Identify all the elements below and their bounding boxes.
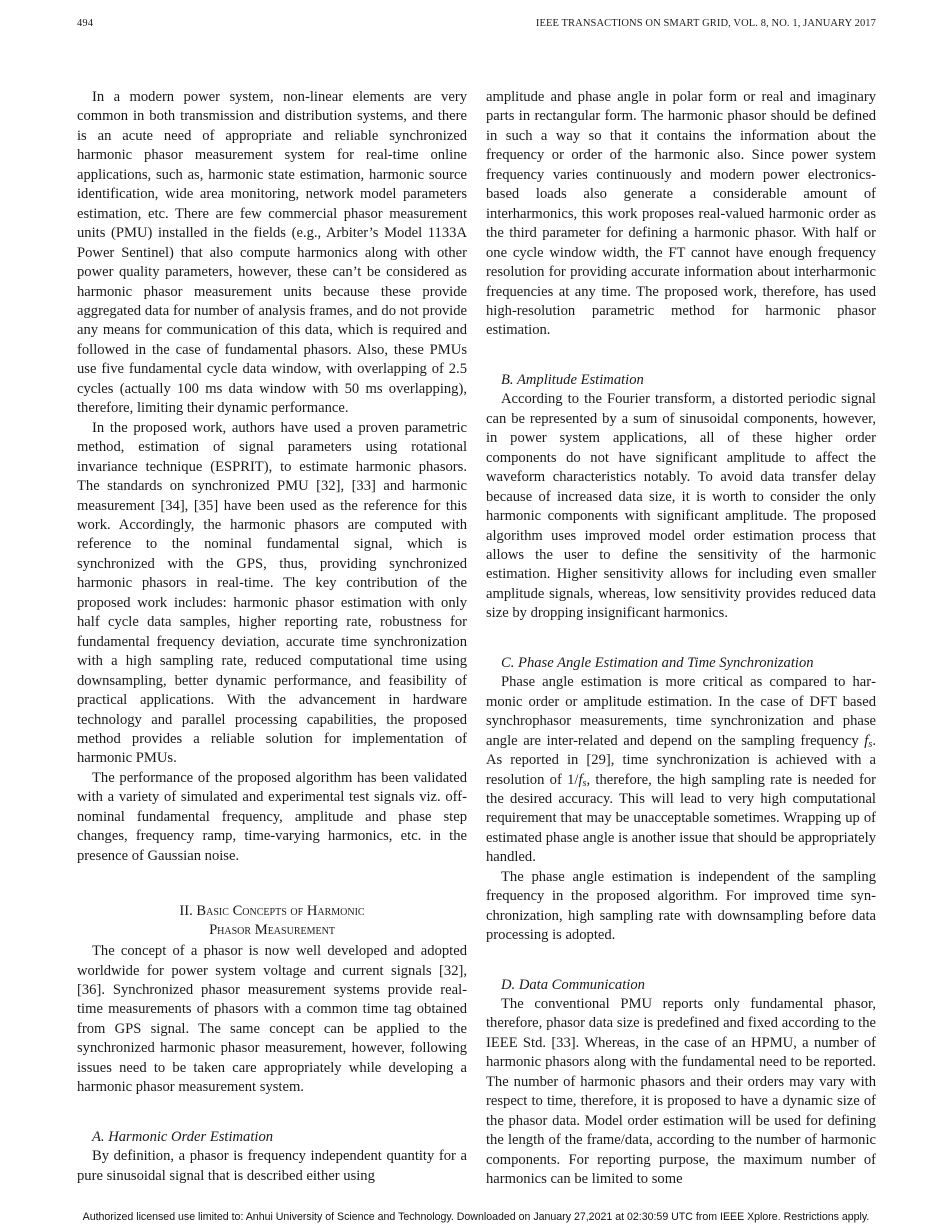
license-footer: Authorized licensed use limited to: Anhui University of Science and Technology. Downloaded on January 27,2021 at 02:30:59 UTC from IEEE Xplore. Restrictions apply. bbox=[82, 1211, 870, 1223]
right-column bbox=[486, 88, 876, 1190]
section-heading bbox=[77, 902, 467, 940]
body-paragraph: By definition, a phasor is frequency independent quantity for a pure sinusoidal signal that is described either using bbox=[77, 1148, 467, 1184]
section-heading-line: II. Basic Concepts of Harmonic bbox=[179, 903, 365, 920]
body-paragraph bbox=[486, 673, 876, 868]
section-heading-line: Phasor Measurement bbox=[209, 922, 335, 939]
text-run: . As reported in [29], time synchronization is achieved with a resolution of 1/ bbox=[486, 732, 876, 788]
left-column bbox=[77, 88, 467, 1186]
text-run: Phase angle estimation is more critical as compared to harmonic order or amplitude estimation. In the case of DFT based synchrophasor measurements, time synchronization and phase angle are inter-related and depend on the sampling frequency bbox=[486, 674, 876, 749]
body-paragraph: The conventional PMU reports only fundamental phasor, therefore, phasor data size is predefined and fixed according to the IEEE Std. [33]. Whereas, in the case of an HPMU, a number of harmonic phasors along with the fundamental need to be reported. The number of harmonic phasors and their orders may vary with respect to time, therefore, it is proposed to have a dynamic size of the phasor data. Model order estimation will be used for defining the length of the frame/data, according to the number of harmonic components. For reporting purpose, the maximum number of harmonics can be limited to some bbox=[486, 996, 876, 1188]
text-run: , therefore, the high sampling rate is needed for the desired accuracy. This will lead to very high computational requirement that may be unacceptable sometimes. Wrapping up of estimated phase angle is another issue that should be appropriately handled. bbox=[486, 771, 876, 866]
math-f: f bbox=[864, 732, 869, 749]
body-paragraph: In a modern power system, non-linear elements are very common in both transmission and distribution systems, and there is an acute need of appropriate and reliable synchronized harmonic phasor measurement system for real-time online applications, such as, harmonic state estimation, harmonic source identification, wide area monitoring, network model parameters estimation, etc. There are few commercial phasor measurement units (PMU) installed in the fields (e.g., Arbiter’s Model 1133A Power Sentinel) that also compute harmonics along with other power quality parameters, however, these can’t be considered as harmonic phasor measurement units because these provide aggregated data for number of analysis frames, and do not provide any means for communication of this data, which is required and followed in the case of fundamental phasors. Also, these PMUs use five fundamental cycle data window, with overlapping of 2.5 cycles (actually 100 ms data window with 50 ms overlapping), therefore, limiting their dynamic performance. bbox=[77, 89, 467, 417]
subsection-heading: A. Harmonic Order Estimation bbox=[92, 1128, 274, 1145]
subsection-heading: B. Amplitude Estimation bbox=[501, 371, 644, 388]
page-number: 494 bbox=[77, 18, 94, 29]
subsection-heading: C. Phase Angle Estimation and Time Synchronization bbox=[501, 654, 814, 671]
body-paragraph: The performance of the proposed algorithm has been validated with a variety of simulated and experimental test signals viz. off-nominal fundamental frequency, amplitude and phase step changes, frequency ramp, time-varying harmonics, etc. in the presence of Gaussian noise. bbox=[77, 769, 467, 864]
journal-citation: IEEE TRANSACTIONS ON SMART GRID, VOL. 8, NO. 1, JANUARY 2017 bbox=[535, 18, 876, 29]
body-paragraph-continued: amplitude and phase angle in polar form or real and imaginary parts in rectangular form. The harmonic phasor should be defined in such a way so that it contains the information about the frequency or order of the harmonic also. Since power system frequency varies continuously and modern power electronics-based loads also generate a considerable amount of interharmonics, this work proposes real-valued harmonic order as the third parameter for defining a harmonic phasor. With half or one cycle window width, the FT cannot have enough frequency resolution for providing accurate information about interharmonic frequencies at any time. The proposed work, therefore, has used high-resolution parametric method for harmonic phasor estimation. bbox=[486, 89, 876, 339]
subsection-heading: D. Data Communication bbox=[501, 976, 645, 993]
body-paragraph: The concept of a phasor is now well developed and adopted worldwide for power system voltage and current signals [32], [36]. Synchronized phasor measurement systems provide real-time measurements of phasors with a common time tag obtained from GPS signal. The same concept can be applied to the synchronized harmonic phasor measurement, however, following issues need to be taken care appropriately while developing a harmonic phasor measurement system. bbox=[77, 943, 467, 1096]
math-f: f bbox=[578, 771, 583, 788]
body-paragraph: According to the Fourier transform, a distorted periodic signal can be represented by a sum of sinusoidal components, however, in power system applications, all of these higher order components do not have significant amplitude to affect the waveform characteristics notably. To avoid data transfer delay because of increased data size, it is worth to consider the only harmonic components with significant amplitude. The proposed algorithm uses improved model order estimation process that allows the user to define the sensitivity of the harmonic estimation. Higher sensitivity allows for including even smaller amplitude signals, whereas, low sensitivity provides reduced data size by dropping insignificant harmonics. bbox=[486, 391, 876, 622]
math-subscript-s: s bbox=[868, 738, 873, 750]
body-paragraph: In the proposed work, authors have used a proven parametric method, estimation of signal parameters using rotational invariance technique (ESPRIT), to estimate harmonic phasors. The standards on synchronized PMU [32], [33] and harmonic measurement [34], [35] have been used as the reference for this work. Accordingly, the harmonic phasors are computed with reference to the nominal fundamental signal, which is synchronized with the GPS, thus, providing synchronized harmonic phasors in real-time. The key contribution of the proposed work includes: harmonic phasor estimation with only half cycle data samples, higher reporting rate, robustness for fundamental frequency deviation, accurate time synchronization with a high sampling rate, reduced computational time using downsampling, better dynamic performance, and feasibility of practical applications. With the advancement in hardware technology and parallel processing capabilities, the proposed method provides a reliable solution for implementation of harmonic PMUs. bbox=[77, 419, 467, 767]
math-subscript-s: s bbox=[582, 777, 587, 789]
math-symbol-fs bbox=[578, 772, 586, 788]
body-paragraph: The phase angle estimation is independent of the sampling frequency in the proposed algorithm. For improved time synchronization, high sampling rate with downsampling before data processing is adopted. bbox=[486, 868, 876, 944]
